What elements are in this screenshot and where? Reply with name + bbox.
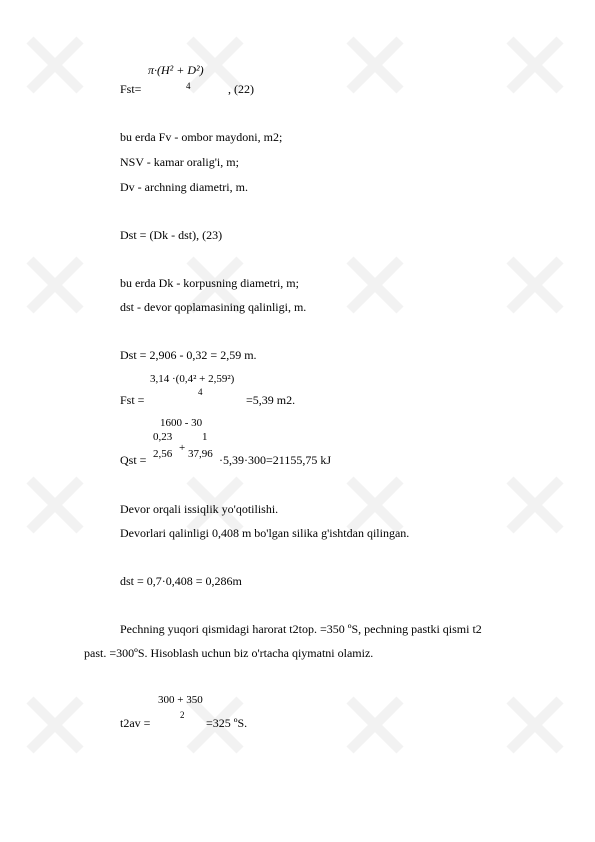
definition-dst: dst - devor qoplamasining qalinligi, m. <box>120 300 307 314</box>
calc-dst: Dst = 2,906 - 0,32 = 2,59 m. <box>120 348 257 362</box>
calc-qst-top-numerator: 1600 - 30 <box>160 417 203 429</box>
calc-qst-right-den: 37,96 <box>188 448 213 460</box>
paragraph-line2: past. =300ºS. Hisoblash uchun biz o'rtacha qiymatni olamiz. <box>84 646 374 660</box>
calc-qst-prefix: Qst = <box>120 453 147 467</box>
calc-t2av-result: =325 ºS. <box>206 716 248 730</box>
calc-qst-left-den: 2,56 <box>153 448 173 460</box>
calc-fst-denominator: 4 <box>198 387 203 397</box>
heat-loss-description: Devorlari qalinligi 0,408 m bo'lgan silika g'ishtdan qilingan. <box>120 526 410 540</box>
formula22-denominator: 4 <box>186 81 191 91</box>
definition-nsv: NSV - kamar oralig'i, m; <box>120 155 239 169</box>
definition-dk: bu erda Dk - korpusning diametri, m; <box>120 276 299 290</box>
heat-loss-title: Devor orqali issiqlik yo'qotilishi. <box>120 502 279 516</box>
calc-qst-right-num: 1 <box>202 431 208 443</box>
definition-fv: bu erda Fv - ombor maydoni, m2; <box>120 130 283 144</box>
calc-qst-plus: + <box>179 442 186 454</box>
calc-qst-result: ·5,39·300=21155,75 kJ <box>219 453 331 467</box>
formula23: Dst = (Dk - dst), (23) <box>120 228 223 242</box>
calc-fst-numerator: 3,14 ·(0,4² + 2,59²) <box>150 373 235 385</box>
paragraph-line1: Pechning yuqori qismidagi harorat t2top. =350 ºS, pechning pastki qismi t2 <box>120 622 482 636</box>
calc-qst-left-num: 0,23 <box>153 431 173 443</box>
definition-dv: Dv - archning diametri, m. <box>120 180 248 194</box>
formula22-suffix: , (22) <box>228 82 254 96</box>
calc-dst2: dst = 0,7·0,408 = 0,286m <box>120 574 242 588</box>
formula22-prefix: Fst= <box>120 82 142 96</box>
calc-t2av-numerator: 300 + 350 <box>158 694 203 706</box>
calc-t2av-denominator: 2 <box>180 710 185 720</box>
calc-fst-result: =5,39 m2. <box>246 393 296 407</box>
calc-t2av-prefix: t2av = <box>120 716 151 730</box>
calc-fst-prefix: Fst = <box>120 393 145 407</box>
formula22-numerator: π·(H² + D²) <box>148 63 204 77</box>
